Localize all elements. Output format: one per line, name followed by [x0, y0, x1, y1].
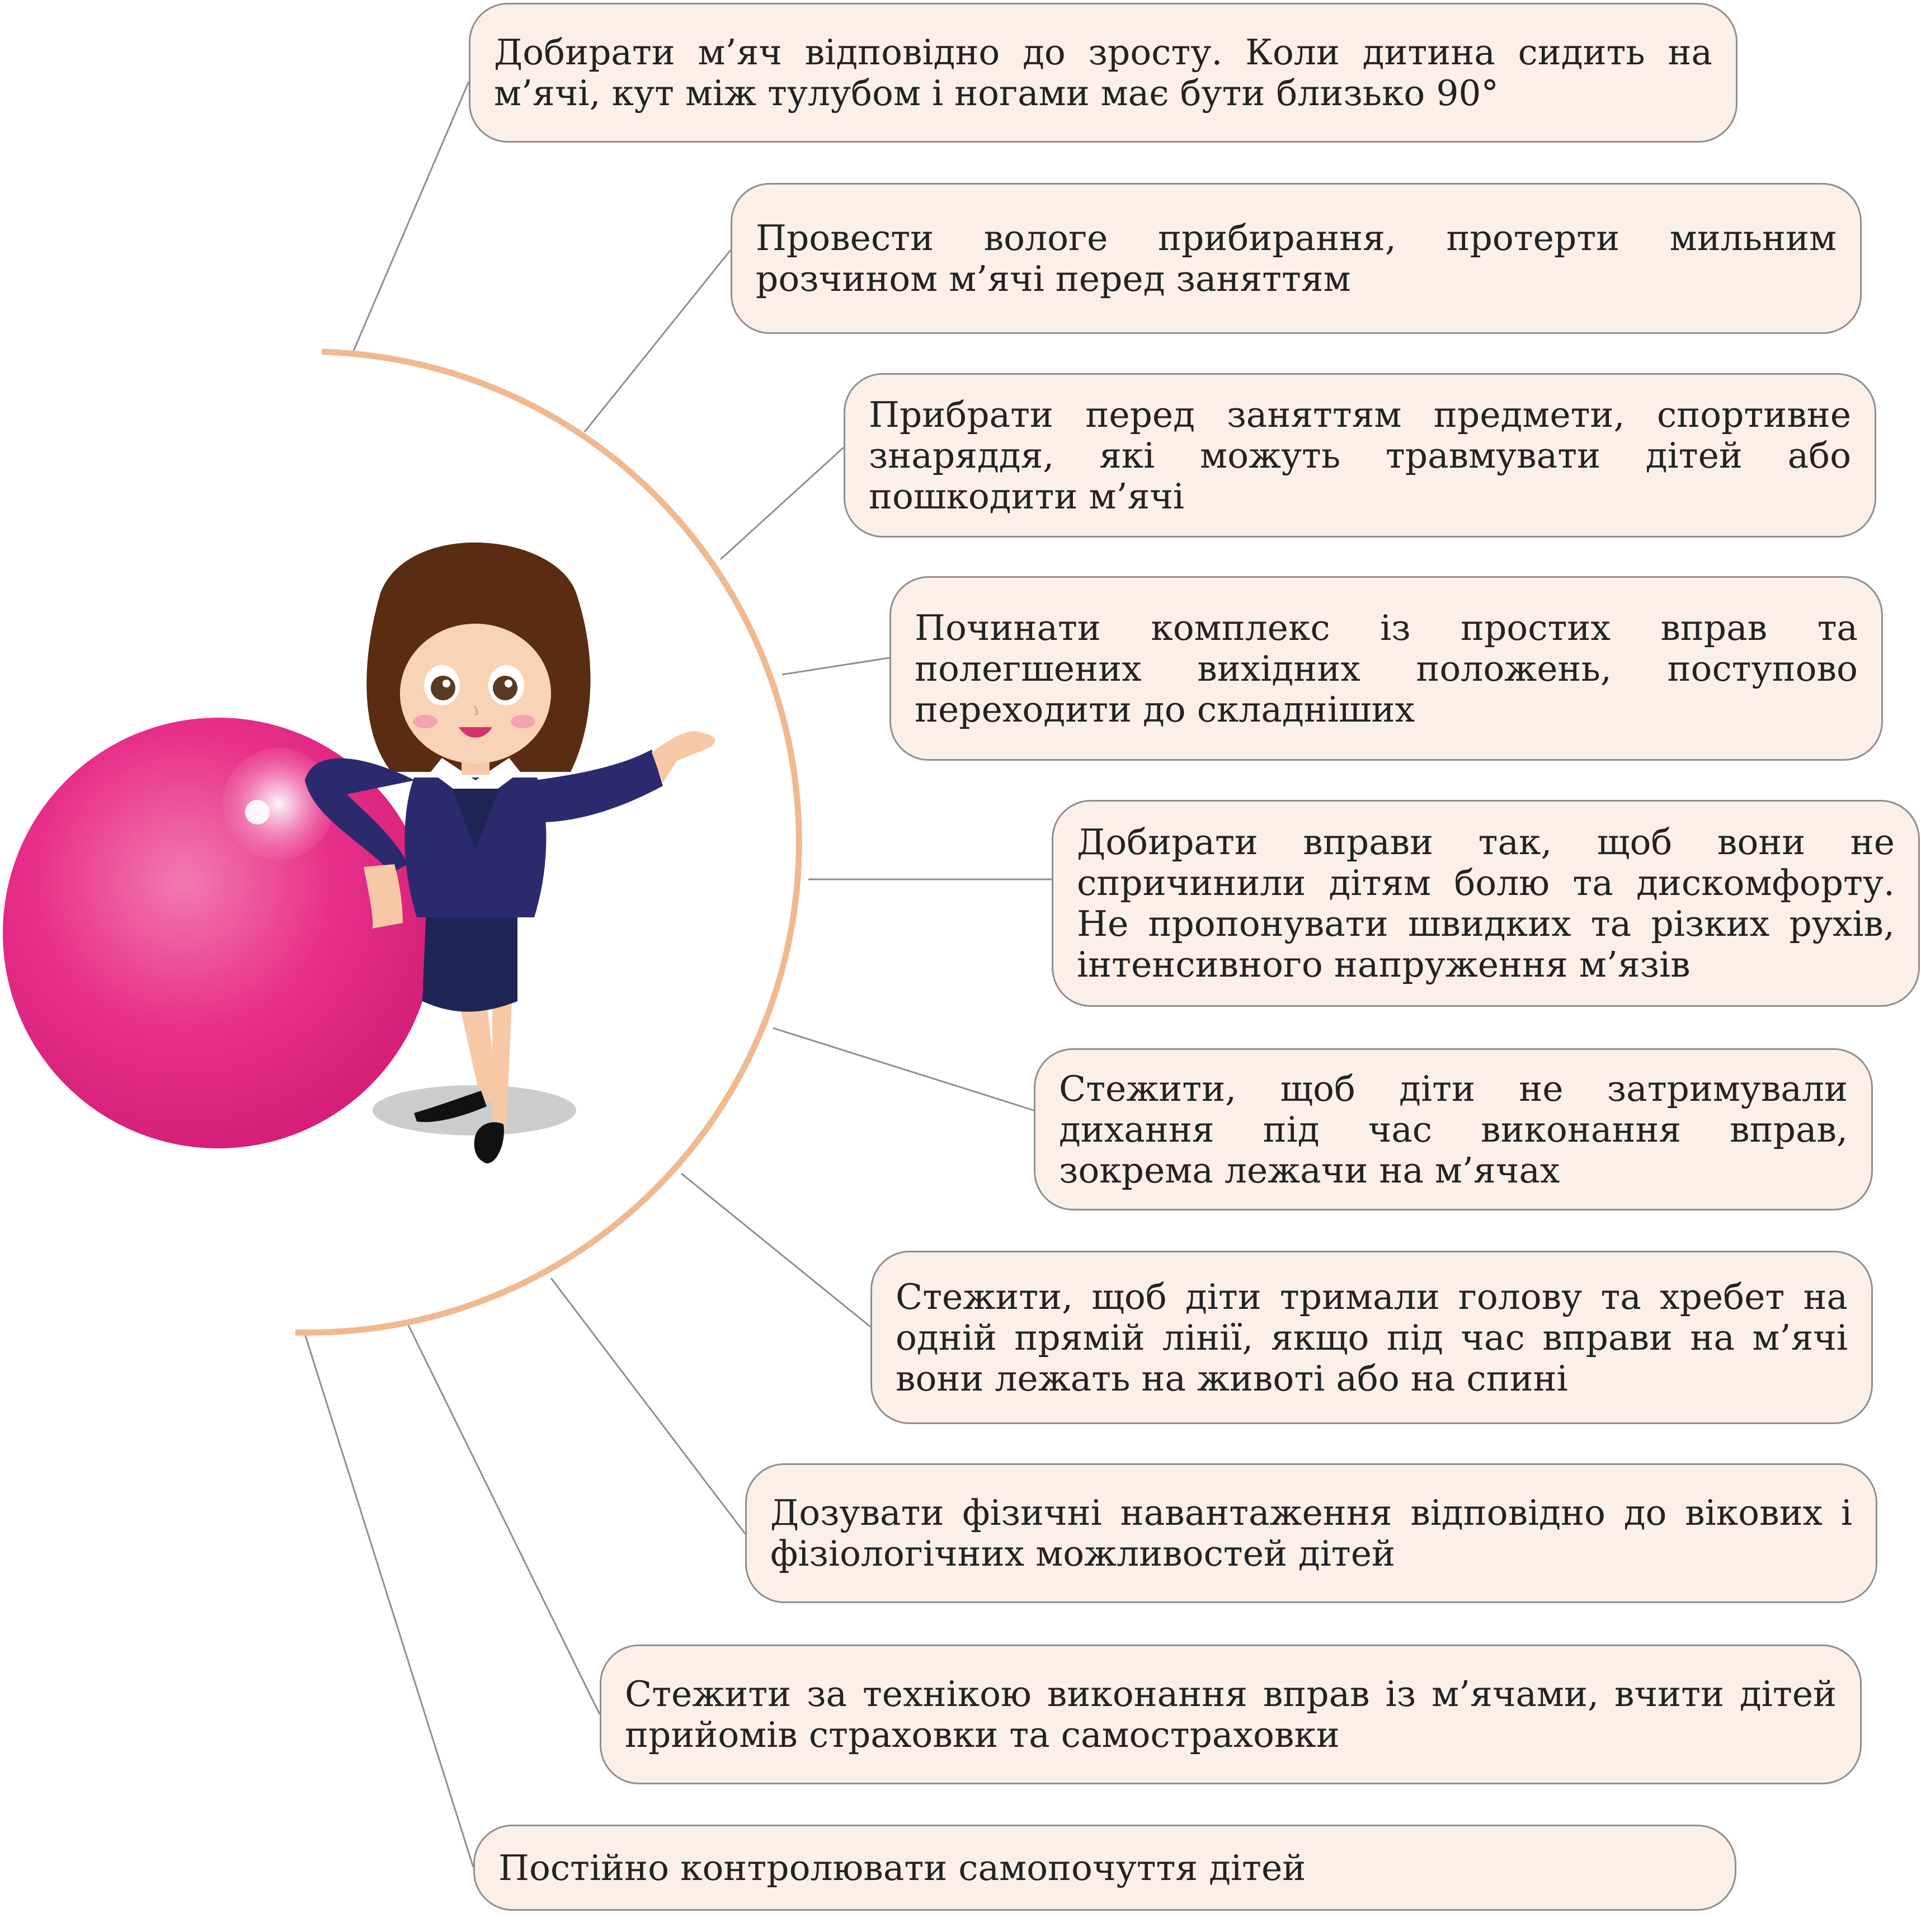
connector-7 [681, 1174, 870, 1327]
tip-text: Стежити, щоб діти не затримували дихання під час виконання вправ, зокрема лежачи на м’ячах [1059, 1068, 1848, 1191]
tip-card [469, 3, 1738, 143]
tip-card [1034, 1048, 1873, 1210]
tip-card [731, 183, 1862, 334]
tip-card [844, 373, 1876, 538]
tip-card [600, 1644, 1862, 1784]
connector-3 [721, 447, 844, 559]
connector-9 [407, 1323, 600, 1714]
tip-card [473, 1825, 1736, 1911]
connector-8 [551, 1278, 745, 1534]
tip-text: Стежити за технікою виконання вправ із м’ячами, вчити дітей прийомів страховки та самостраховки [625, 1674, 1837, 1755]
tip-card [1052, 800, 1920, 1007]
connector-1 [352, 82, 469, 354]
tip-text: Провести вологе прибирання, протерти мильним розчином м’ячі перед заняттям [756, 218, 1837, 299]
tip-card [889, 576, 1883, 761]
connector-4 [782, 658, 889, 675]
tip-text: Добирати м’яч відповідно до зросту. Коли дитина сидить на м’ячі, кут між тулубом і ногами має бути близько 90° [494, 32, 1712, 114]
connector-10 [305, 1334, 473, 1867]
tip-text: Починати комплекс із простих вправ та полегшених вихідних положень, поступово переходити до складніших [915, 607, 1858, 730]
tip-card [745, 1463, 1877, 1603]
connector-6 [773, 1028, 1034, 1110]
tip-card [870, 1251, 1873, 1424]
connector-2 [585, 250, 731, 432]
tip-text: Дозувати фізичні навантаження відповідно до вікових і фізіологічних можливостей дітей [770, 1492, 1852, 1574]
tip-text: Постійно контролювати самопочуття дітей [498, 1847, 1306, 1888]
tip-text: Добирати вправи так, щоб вони не спричинили дітям болю та дискомфорту. Не пропонувати швидких та різких рухів, інтенсивного напруження м’язів [1077, 822, 1895, 985]
tip-text: Стежити, щоб діти тримали голову та хребет на одній прямій лінії, якщо під час вправи на м’ячі вони лежать на животі або на спині [896, 1276, 1848, 1399]
tip-text: Прибрати перед заняттям предмети, спортивне знаряддя, які можуть травмувати дітей або пошкодити м’ячі [869, 394, 1851, 517]
